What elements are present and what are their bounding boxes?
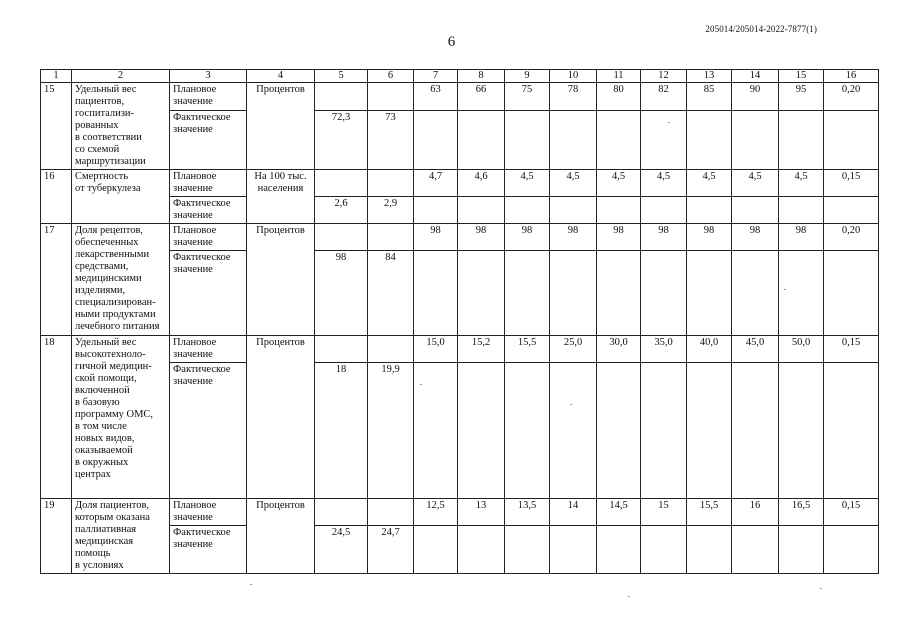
column-number-row [41, 70, 879, 83]
plan-value-cell: 0,15 [824, 170, 879, 197]
plan-value-cell [315, 499, 368, 526]
indicator-name-line: медицинская [75, 536, 134, 547]
fact-value-cell [687, 197, 732, 224]
fact-value-cell [641, 526, 687, 574]
plan-label-line: Плановое [173, 500, 217, 511]
document-id: 205014/205014-2022-7877(1) [705, 24, 817, 34]
fact-label [170, 251, 247, 336]
indicator-name-line: в базовую [75, 397, 120, 408]
indicator-plan-row [41, 83, 879, 111]
fact-value-cell: 24,5 [315, 526, 368, 574]
plan-label [170, 224, 247, 251]
indicator-name-line: лечебного питания [75, 321, 160, 332]
fact-value-cell [824, 526, 879, 574]
indicator-name-line: рованных [75, 120, 119, 131]
fact-value-cell [458, 251, 505, 336]
indicator-name [72, 170, 170, 224]
plan-value-cell: 98 [414, 224, 458, 251]
fact-value-cell [505, 197, 550, 224]
indicator-name-line: высокотехноло- [75, 349, 146, 360]
fact-value-cell [641, 110, 687, 169]
plan-value-cell [368, 499, 414, 526]
column-number: 7 [414, 70, 458, 83]
plan-label-line: значение [173, 237, 213, 248]
plan-value-cell: 4,5 [779, 170, 824, 197]
indicator-number: 19 [41, 499, 72, 574]
indicator-name-line: программу ОМС, [75, 409, 154, 420]
indicator-plan-row [41, 499, 879, 526]
indicator-name-line: в соответствии [75, 132, 142, 143]
indicator-number: 15 [41, 83, 72, 170]
plan-value-cell: 4,7 [414, 170, 458, 197]
fact-value-cell [779, 197, 824, 224]
unit-of-measure [247, 499, 315, 574]
plan-label [170, 336, 247, 363]
column-number: 4 [247, 70, 315, 83]
unit-of-measure [247, 170, 315, 224]
plan-value-cell: 98 [505, 224, 550, 251]
fact-value-cell [505, 251, 550, 336]
fact-value-cell: 2,6 [315, 197, 368, 224]
plan-value-cell [315, 83, 368, 111]
indicator-name-line: со схемой [75, 144, 120, 155]
fact-value-cell [458, 363, 505, 499]
column-number: 13 [687, 70, 732, 83]
column-number: 14 [732, 70, 779, 83]
plan-value-cell: 0,20 [824, 224, 879, 251]
column-number: 1 [41, 70, 72, 83]
column-number: 6 [368, 70, 414, 83]
column-number: 3 [170, 70, 247, 83]
fact-value-cell: 72,3 [315, 110, 368, 169]
plan-label-line: Плановое [173, 337, 217, 348]
fact-value-cell: 24,7 [368, 526, 414, 574]
fact-value-cell [414, 197, 458, 224]
indicator-name-line: включенной [75, 385, 130, 396]
plan-value-cell: 0,15 [824, 336, 879, 363]
fact-value-cell [687, 363, 732, 499]
indicator-name-line: в окружных [75, 457, 129, 468]
fact-value-cell [779, 251, 824, 336]
fact-value-cell [732, 526, 779, 574]
column-number: 9 [505, 70, 550, 83]
fact-label-line: значение [173, 264, 213, 275]
unit-line: Процентов [256, 84, 305, 95]
indicator-name-line: Удельный вес [75, 84, 137, 95]
plan-label [170, 170, 247, 197]
fact-value-cell [641, 197, 687, 224]
fact-value-cell [687, 251, 732, 336]
fact-label-line: значение [173, 210, 213, 221]
fact-label-line: Фактическое [173, 198, 231, 209]
fact-value-cell: 84 [368, 251, 414, 336]
fact-value-cell [550, 526, 597, 574]
plan-value-cell [368, 170, 414, 197]
plan-label-line: Плановое [173, 84, 217, 95]
fact-value-cell [597, 110, 641, 169]
fact-value-cell [414, 363, 458, 499]
indicator-name-line: медицинскими [75, 273, 142, 284]
plan-value-cell: 63 [414, 83, 458, 111]
plan-label-line: значение [173, 512, 213, 523]
plan-value-cell: 4,5 [550, 170, 597, 197]
indicator-name [72, 83, 170, 170]
fact-value-cell [641, 363, 687, 499]
plan-value-cell: 25,0 [550, 336, 597, 363]
fact-label-line: значение [173, 123, 213, 135]
fact-value-cell [550, 251, 597, 336]
plan-label-line: значение [173, 183, 213, 194]
plan-value-cell: 15,5 [687, 499, 732, 526]
plan-value-cell: 75 [505, 83, 550, 111]
plan-value-cell: 0,15 [824, 499, 879, 526]
indicator-number: 16 [41, 170, 72, 224]
indicator-name [72, 336, 170, 499]
scan-speck [820, 588, 822, 589]
plan-value-cell: 4,5 [732, 170, 779, 197]
indicator-name-line: ской помощи, [75, 373, 137, 384]
indicator-name-line: в условиях [75, 560, 124, 571]
indicator-name [72, 224, 170, 336]
plan-value-cell: 90 [732, 83, 779, 111]
fact-value-cell [458, 197, 505, 224]
fact-value-cell [550, 197, 597, 224]
indicator-name-line: специализирован- [75, 297, 156, 308]
unit-of-measure [247, 336, 315, 499]
fact-label-line: Фактическое [173, 364, 231, 375]
plan-value-cell [368, 83, 414, 111]
indicator-number: 18 [41, 336, 72, 499]
fact-value-cell [550, 110, 597, 169]
plan-value-cell: 98 [550, 224, 597, 251]
indicator-name-line: лекарственными [75, 249, 150, 260]
plan-value-cell: 80 [597, 83, 641, 111]
scan-speck [784, 289, 786, 290]
fact-label [170, 197, 247, 224]
indicator-name-line: ными продуктами [75, 309, 156, 320]
indicator-number: 17 [41, 224, 72, 336]
indicator-name-line: Доля пациентов, [75, 500, 150, 511]
plan-value-cell: 98 [597, 224, 641, 251]
plan-value-cell: 30,0 [597, 336, 641, 363]
fact-value-cell [641, 251, 687, 336]
scan-speck [570, 404, 572, 405]
unit-line: Процентов [256, 225, 305, 236]
plan-value-cell: 4,5 [505, 170, 550, 197]
plan-value-cell: 35,0 [641, 336, 687, 363]
fact-value-cell [824, 251, 879, 336]
plan-value-cell: 12,5 [414, 499, 458, 526]
indicator-name-line: госпитализи- [75, 108, 135, 119]
indicator-name-line: Удельный вес [75, 337, 137, 348]
fact-label [170, 110, 247, 169]
plan-value-cell: 98 [458, 224, 505, 251]
fact-value-cell: 98 [315, 251, 368, 336]
fact-label-line: Фактическое [173, 111, 231, 123]
fact-label [170, 526, 247, 574]
fact-value-cell [732, 363, 779, 499]
indicator-name-line: гичной медицин- [75, 361, 152, 372]
fact-value-cell [687, 526, 732, 574]
plan-label-line: значение [173, 349, 213, 360]
scan-speck [668, 122, 670, 123]
plan-label-line: Плановое [173, 225, 217, 236]
indicator-name [72, 499, 170, 574]
fact-value-cell [779, 526, 824, 574]
column-number: 2 [72, 70, 170, 83]
fact-label-line: Фактическое [173, 527, 231, 538]
fact-value-cell [732, 110, 779, 169]
indicator-name-line: помощь [75, 548, 111, 559]
plan-value-cell: 16,5 [779, 499, 824, 526]
fact-value-cell [597, 363, 641, 499]
indicator-name-line: пациентов, [75, 96, 125, 107]
indicator-plan-row [41, 224, 879, 251]
plan-value-cell: 82 [641, 83, 687, 111]
scan-speck [420, 384, 422, 385]
column-number: 11 [597, 70, 641, 83]
plan-value-cell: 98 [641, 224, 687, 251]
plan-value-cell [368, 336, 414, 363]
unit-line: Процентов [256, 500, 305, 511]
plan-value-cell: 16 [732, 499, 779, 526]
fact-value-cell [550, 363, 597, 499]
scan-speck [628, 596, 630, 597]
plan-value-cell: 15,2 [458, 336, 505, 363]
plan-label-line: значение [173, 96, 213, 107]
indicator-name-line: Доля рецептов, [75, 225, 144, 236]
fact-label-line: Фактическое [173, 252, 231, 263]
column-number: 5 [315, 70, 368, 83]
fact-value-cell [824, 197, 879, 224]
indicator-name-line: которым оказана [75, 512, 150, 523]
indicator-name-line: от туберкулеза [75, 183, 141, 194]
indicator-table [40, 69, 879, 574]
plan-value-cell: 40,0 [687, 336, 732, 363]
unit-line: населения [257, 183, 304, 194]
indicator-name-line: изделиями, [75, 285, 126, 296]
plan-label [170, 499, 247, 526]
column-number: 15 [779, 70, 824, 83]
indicator-name-line: паллиативная [75, 524, 137, 535]
indicator-name-line: оказываемой [75, 445, 133, 456]
plan-value-cell: 13,5 [505, 499, 550, 526]
plan-value-cell: 15,0 [414, 336, 458, 363]
plan-value-cell: 45,0 [732, 336, 779, 363]
fact-value-cell [732, 197, 779, 224]
plan-value-cell: 4,5 [597, 170, 641, 197]
plan-value-cell: 4,5 [687, 170, 732, 197]
fact-value-cell [687, 110, 732, 169]
fact-value-cell [414, 110, 458, 169]
plan-value-cell: 98 [687, 224, 732, 251]
fact-value-cell [597, 251, 641, 336]
plan-value-cell: 14,5 [597, 499, 641, 526]
plan-value-cell: 66 [458, 83, 505, 111]
fact-value-cell [505, 526, 550, 574]
column-number: 12 [641, 70, 687, 83]
fact-value-cell: 19,9 [368, 363, 414, 499]
fact-value-cell [597, 197, 641, 224]
indicator-name-line: Смертность [75, 171, 129, 182]
plan-value-cell: 13 [458, 499, 505, 526]
plan-value-cell: 98 [732, 224, 779, 251]
unit-line: Процентов [256, 337, 305, 348]
plan-value-cell: 95 [779, 83, 824, 111]
fact-value-cell [414, 526, 458, 574]
plan-value-cell [315, 336, 368, 363]
unit-of-measure [247, 224, 315, 336]
fact-value-cell [505, 363, 550, 499]
column-number: 16 [824, 70, 879, 83]
fact-value-cell [597, 526, 641, 574]
indicator-plan-row [41, 170, 879, 197]
plan-value-cell: 14 [550, 499, 597, 526]
page-number: 6 [447, 34, 456, 50]
fact-value-cell [505, 110, 550, 169]
fact-value-cell [824, 363, 879, 499]
unit-of-measure [247, 83, 315, 170]
fact-value-cell: 73 [368, 110, 414, 169]
plan-value-cell: 85 [687, 83, 732, 111]
plan-value-cell: 0,20 [824, 83, 879, 111]
indicator-name-line: средствами, [75, 261, 129, 272]
plan-value-cell [368, 224, 414, 251]
scan-speck [250, 584, 252, 585]
column-number: 10 [550, 70, 597, 83]
indicator-plan-row [41, 336, 879, 363]
plan-value-cell: 4,6 [458, 170, 505, 197]
plan-value-cell [315, 224, 368, 251]
indicator-name-line: в том числе [75, 421, 127, 432]
fact-value-cell [458, 526, 505, 574]
indicator-name-line: маршрутизации [75, 156, 146, 167]
fact-value-cell: 2,9 [368, 197, 414, 224]
fact-label-line: значение [173, 376, 213, 387]
fact-value-cell [414, 251, 458, 336]
plan-label-line: Плановое [173, 171, 217, 182]
indicator-name-line: центрах [75, 469, 111, 480]
plan-label [170, 83, 247, 111]
plan-value-cell: 98 [779, 224, 824, 251]
plan-value-cell [315, 170, 368, 197]
fact-label [170, 363, 247, 499]
fact-value-cell [779, 363, 824, 499]
indicator-name-line: обеспеченных [75, 237, 139, 248]
fact-value-cell: 18 [315, 363, 368, 499]
column-number: 8 [458, 70, 505, 83]
indicator-name-line: новых видов, [75, 433, 135, 444]
fact-value-cell [824, 110, 879, 169]
fact-value-cell [779, 110, 824, 169]
plan-value-cell: 50,0 [779, 336, 824, 363]
fact-value-cell [458, 110, 505, 169]
plan-value-cell: 78 [550, 83, 597, 111]
plan-value-cell: 4,5 [641, 170, 687, 197]
fact-label-line: значение [173, 539, 213, 550]
unit-line: На 100 тыс. [254, 171, 307, 182]
fact-value-cell [732, 251, 779, 336]
plan-value-cell: 15,5 [505, 336, 550, 363]
plan-value-cell: 15 [641, 499, 687, 526]
